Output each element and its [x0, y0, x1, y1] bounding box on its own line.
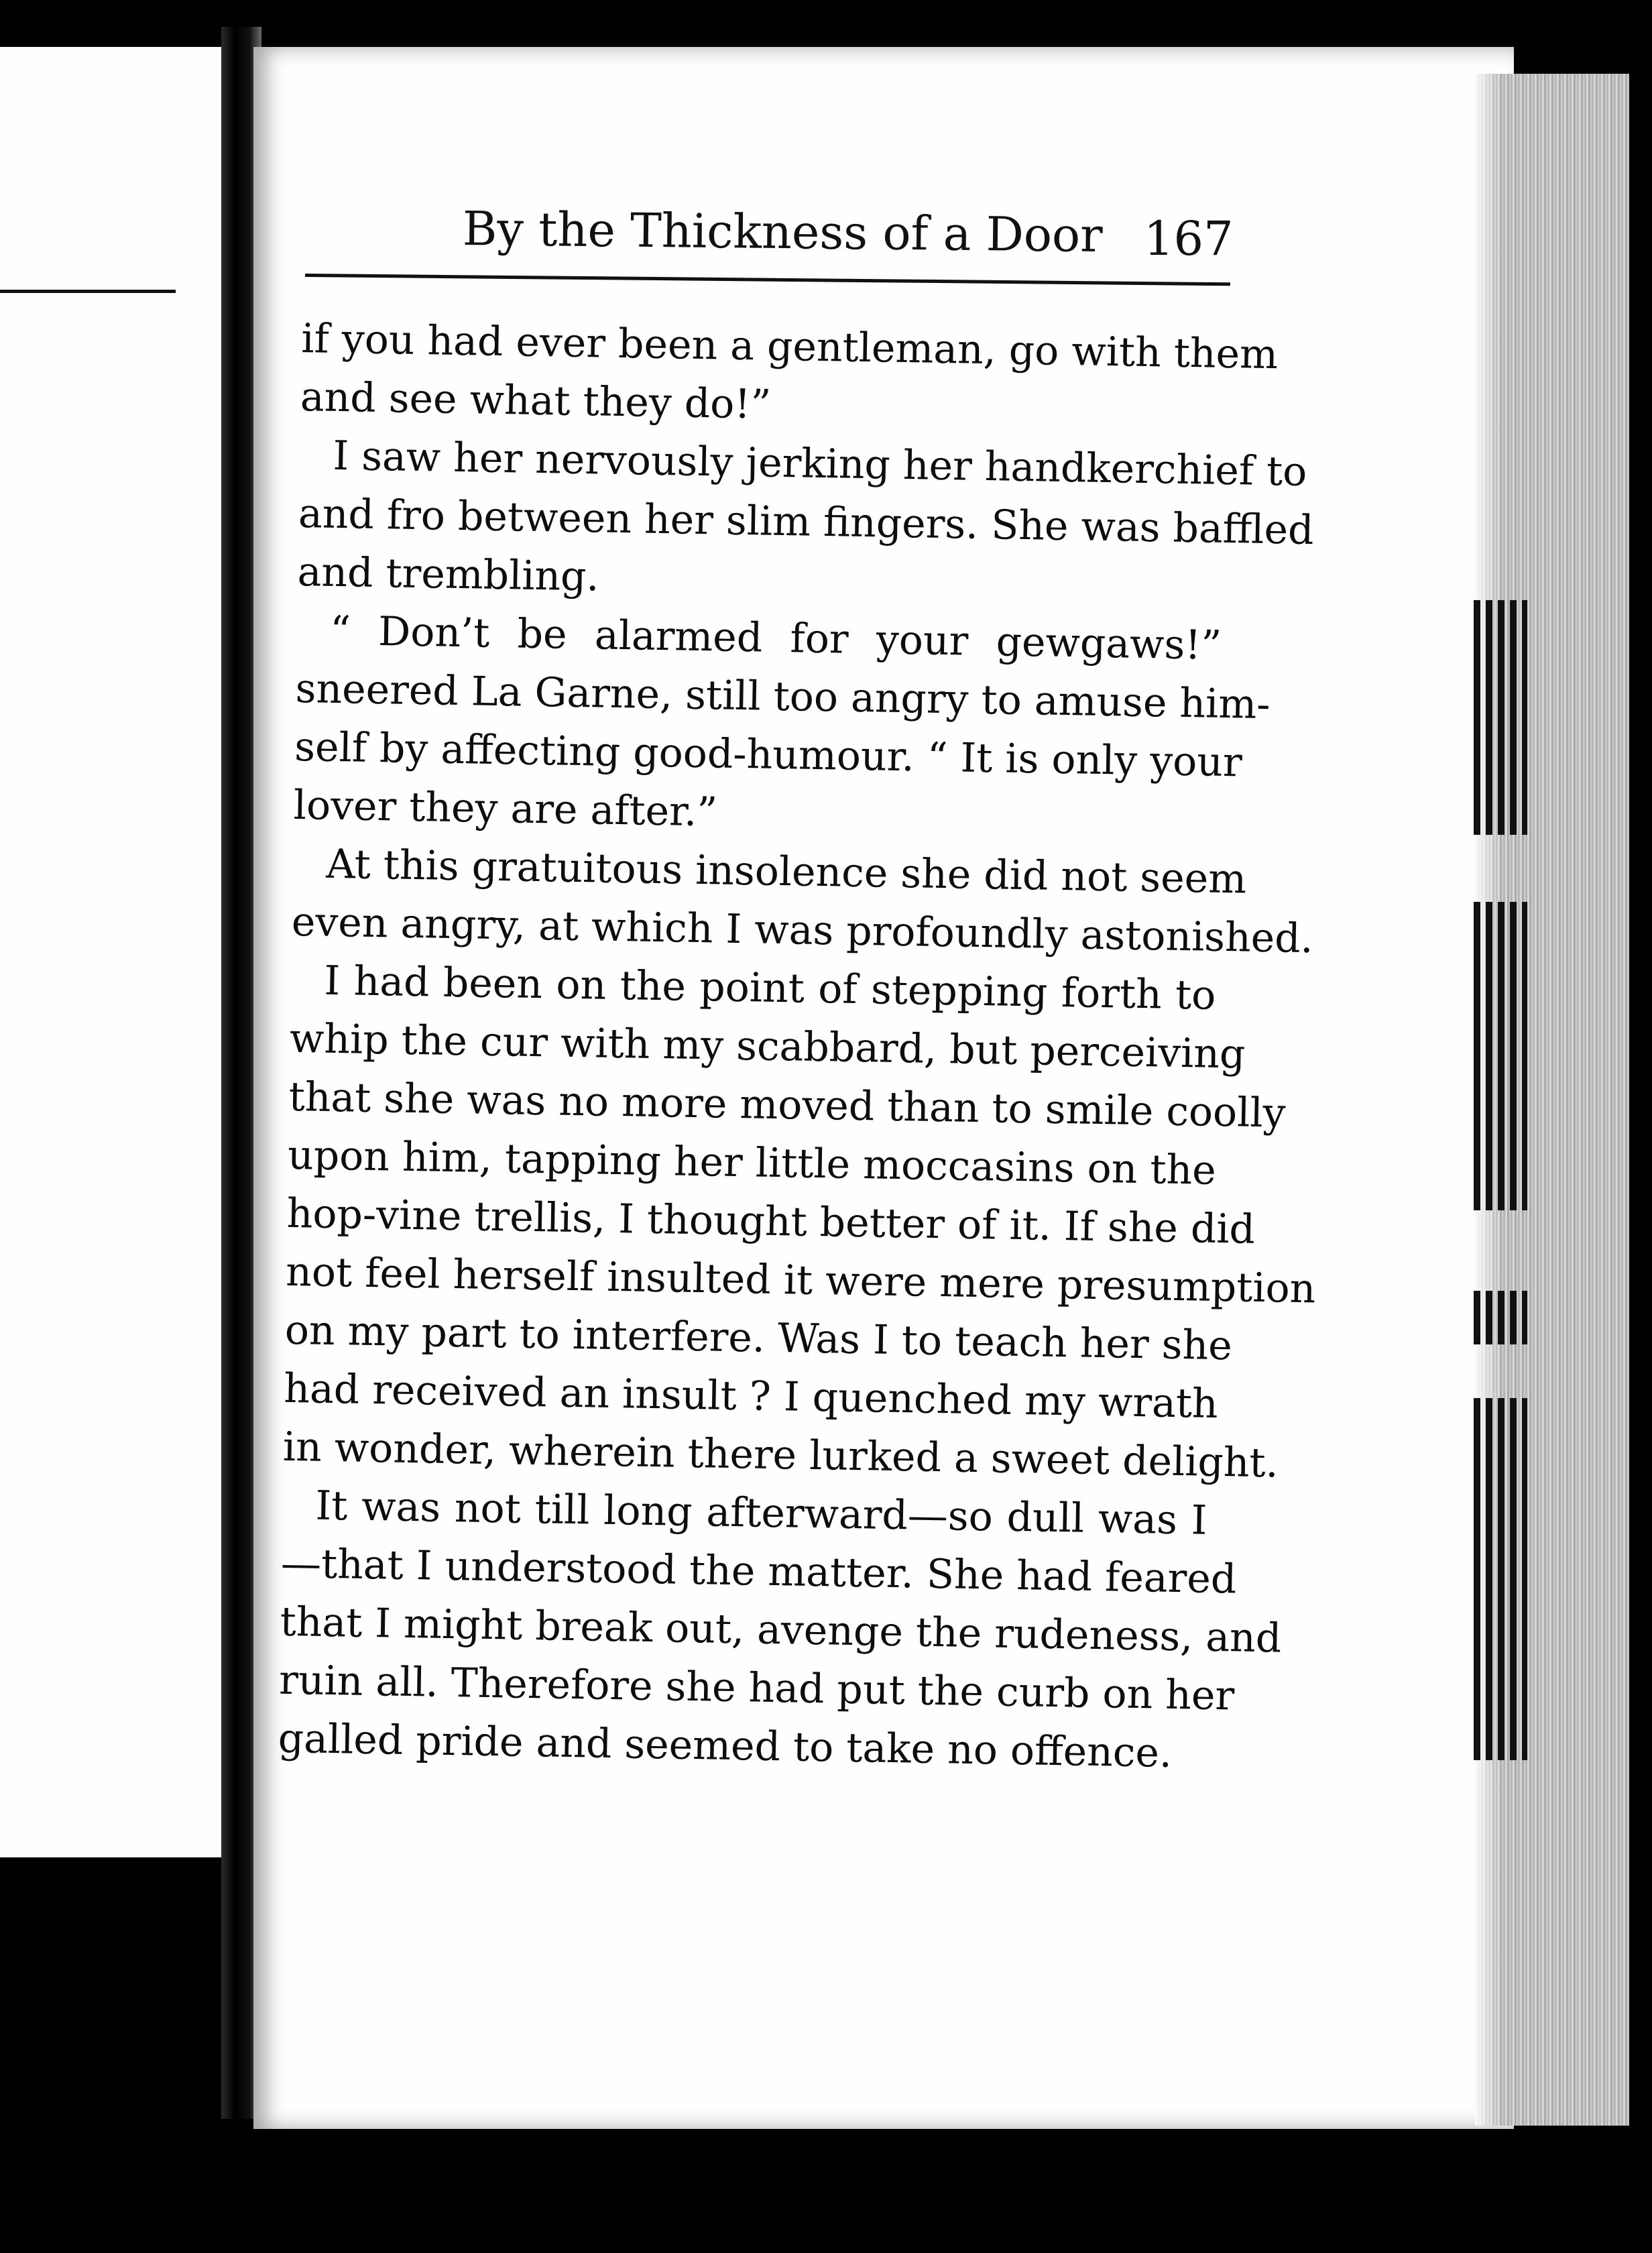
text-line: sneered La Garne, still too angry to amuse him-	[295, 665, 1271, 729]
text-line: It was not till long afterward—so dull was I	[314, 1482, 1207, 1544]
running-title: By the Thickness of a Door	[462, 201, 1104, 263]
text-line: that she was no more moved than to smile coolly	[288, 1073, 1287, 1137]
text-line: even angry, at which I was profoundly astonished.	[291, 898, 1314, 963]
text-line: galled pride and seemed to take no offence.	[278, 1715, 1173, 1777]
text-line: and see what they do!”	[300, 373, 772, 428]
text-line: self by affecting good-humour. “ It is only your	[294, 723, 1243, 787]
text-line: on my part to interfere. Was I to teach her she	[284, 1306, 1233, 1370]
text-line: I saw her nervously jerking her handkerchief to	[332, 432, 1307, 496]
page-number: 167	[1144, 211, 1234, 266]
text-line: lover they are after.”	[293, 781, 718, 836]
text-line: —that I understood the matter. She had feared	[280, 1540, 1237, 1603]
text-line: if you had ever been a gentleman, go with them	[300, 315, 1279, 379]
text-line: I had been on the point of stepping forth to	[323, 957, 1216, 1019]
text-line: At this gratuitous insolence she did not seem	[325, 840, 1247, 903]
text-line: and trembling.	[297, 548, 600, 601]
text-line: “ Don’t be alarmed for your gewgaws!”	[329, 607, 1222, 669]
text-line: that I might break out, avenge the rudeness, and	[280, 1598, 1282, 1662]
text-line: and fro between her slim fingers. She was baffled	[298, 490, 1315, 555]
text-line: not feel herself insulted it were mere presumption	[285, 1248, 1316, 1313]
text-line: upon him, tapping her little moccasins on the	[287, 1131, 1217, 1194]
text-line: whip the cur with my scabbard, but perceiving	[289, 1015, 1246, 1078]
text-line: hop-vine trellis, I thought better of it. If she did	[286, 1190, 1256, 1253]
text-line: ruin all. Therefore she had put the curb on her	[278, 1656, 1235, 1720]
text-line: in wonder, wherein there lurked a sweet delight.	[282, 1423, 1279, 1487]
text-line: had received an insult ? I quenched my wrath	[283, 1365, 1219, 1428]
